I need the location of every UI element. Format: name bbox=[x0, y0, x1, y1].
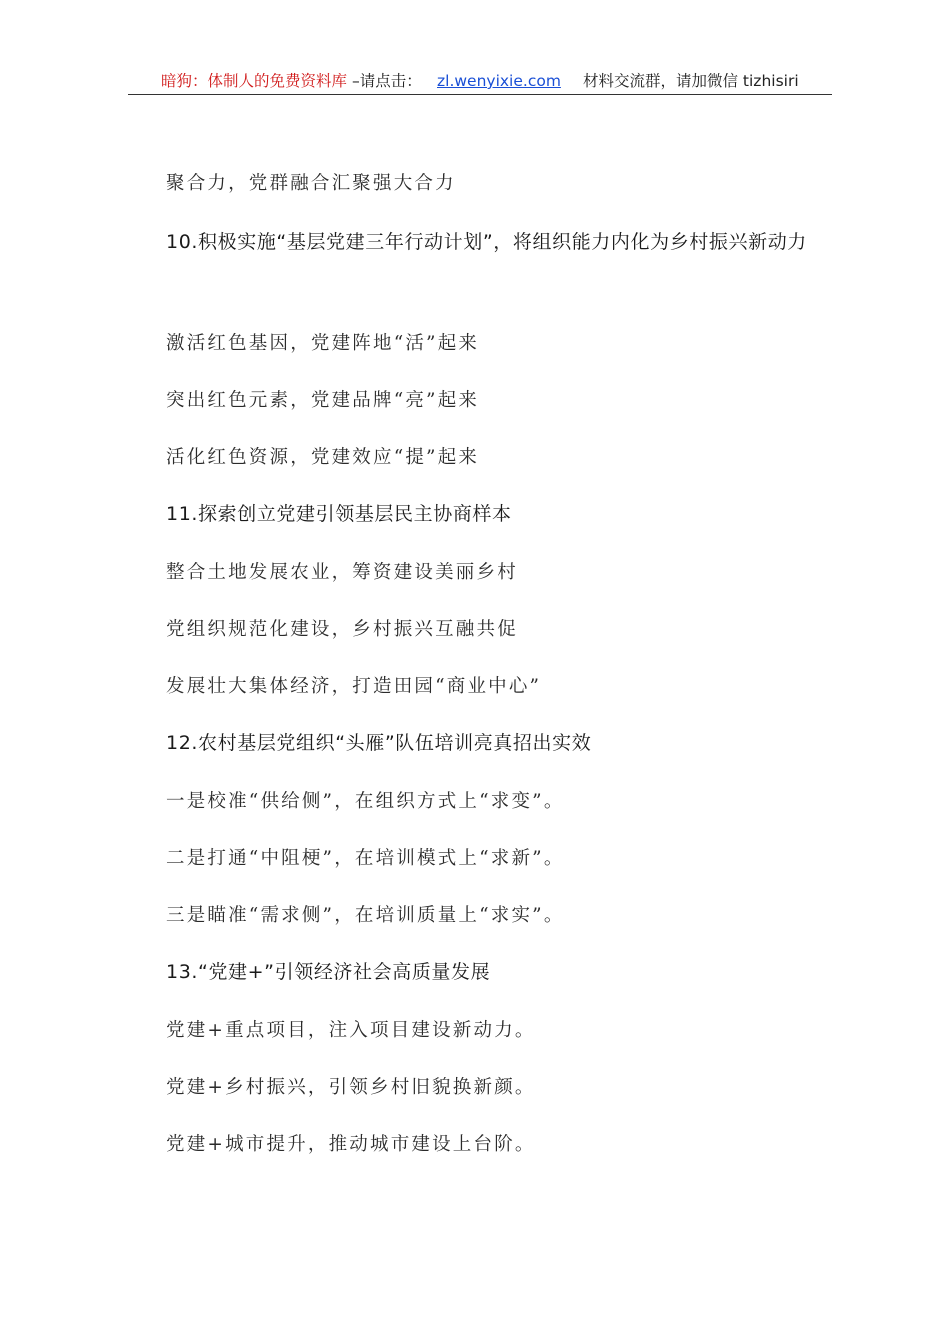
paragraph-line: 活化红色资源，党建效应“提”起来 bbox=[166, 447, 480, 468]
section-heading-10: 10.积极实施“基层党建三年行动计划”，将组织能力内化为乡村振兴新动力 bbox=[166, 231, 807, 253]
paragraph-line: 突出红色元素，党建品牌“亮”起来 bbox=[166, 390, 480, 411]
section-heading-13: 13.“党建+”引领经济社会高质量发展 bbox=[166, 961, 491, 983]
paragraph-line: 二是打通“中阻梗”，在培训模式上“求新”。 bbox=[166, 848, 565, 869]
section-heading-11: 11.探索创立党建引领基层民主协商样本 bbox=[166, 503, 512, 525]
paragraph-line: 三是瞄准“需求侧”，在培训质量上“求实”。 bbox=[166, 905, 565, 926]
paragraph-line: 聚合力，党群融合汇聚强大合力 bbox=[166, 173, 456, 194]
paragraph-line: 党组织规范化建设，乡村振兴互融共促 bbox=[166, 619, 518, 640]
header-wechat-note: 材料交流群，请加微信 tizhisiri bbox=[583, 72, 799, 90]
header-brand: 暗狗：体制人的免费资料库 –请点击： bbox=[161, 72, 422, 90]
header-website-link[interactable]: zl.wenyixie.com bbox=[437, 72, 561, 90]
paragraph-line: 一是校准“供给侧”，在组织方式上“求变”。 bbox=[166, 791, 565, 812]
page-header bbox=[128, 68, 832, 95]
paragraph-line: 发展壮大集体经济，打造田园“商业中心” bbox=[166, 676, 542, 697]
paragraph-line: 整合土地发展农业，筹资建设美丽乡村 bbox=[166, 562, 518, 583]
paragraph-line: 激活红色基因，党建阵地“活”起来 bbox=[166, 333, 480, 354]
section-heading-12: 12.农村基层党组织“头雁”队伍培训亮真招出实效 bbox=[166, 732, 592, 754]
header-click-prompt: –请点击： bbox=[347, 72, 422, 90]
paragraph-line: 党建+重点项目，注入项目建设新动力。 bbox=[166, 1020, 536, 1041]
paragraph-line: 党建+城市提升，推动城市建设上台阶。 bbox=[166, 1134, 536, 1155]
paragraph-line: 党建+乡村振兴，引领乡村旧貌换新颜。 bbox=[166, 1077, 536, 1098]
